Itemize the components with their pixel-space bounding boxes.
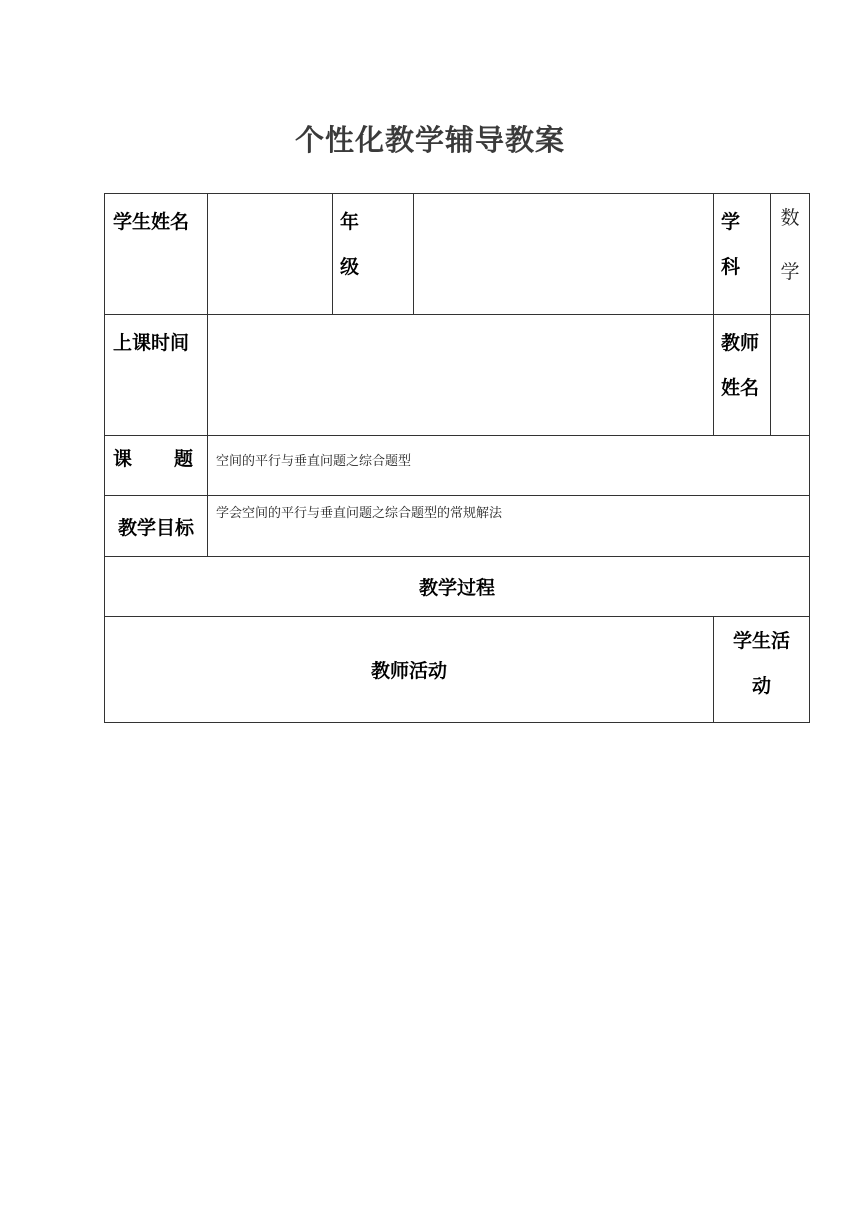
subject-value-line2: 学 — [780, 261, 800, 283]
student-activity-line2: 动 — [751, 675, 771, 697]
grade-cell[interactable] — [414, 194, 714, 315]
student-name-label: 学生姓名 — [105, 194, 208, 315]
row-teaching-goal — [105, 496, 810, 557]
grade-label-line2: 级 — [340, 256, 360, 278]
teacher-name-label — [714, 315, 771, 436]
teacher-activity-label: 教师活动 — [105, 617, 714, 723]
class-time-label: 上课时间 — [105, 315, 208, 436]
topic-label-char1: 课 — [113, 448, 133, 470]
subject-label-line2: 科 — [721, 256, 741, 278]
student-activity-label — [714, 617, 810, 723]
teaching-process-label: 教学过程 — [105, 557, 810, 617]
row-student-info — [105, 194, 810, 315]
teaching-goal-value[interactable]: 学会空间的平行与垂直问题之综合题型的常规解法 — [208, 496, 810, 557]
row-teaching-process — [105, 557, 810, 617]
class-time-cell[interactable] — [208, 315, 714, 436]
student-name-cell[interactable] — [208, 194, 333, 315]
teacher-label-line1: 教师 — [721, 332, 760, 354]
row-class-time — [105, 315, 810, 436]
subject-label — [714, 194, 771, 315]
teacher-label-line2: 姓名 — [721, 377, 760, 399]
grade-label-line1: 年 — [340, 211, 360, 233]
teacher-name-cell[interactable] — [771, 315, 810, 436]
row-activities — [105, 617, 810, 723]
subject-value-line1: 数 — [780, 207, 800, 229]
page-title: 个性化教学辅导教案 — [294, 123, 565, 157]
subject-label-line1: 学 — [721, 211, 741, 233]
lesson-plan-table — [104, 193, 810, 723]
teaching-goal-label: 教学目标 — [105, 496, 208, 557]
row-topic — [105, 436, 810, 496]
subject-value[interactable] — [771, 194, 810, 315]
topic-label — [105, 436, 208, 496]
topic-label-char2: 题 — [173, 448, 193, 470]
grade-label — [333, 194, 414, 315]
student-activity-line1: 学生活 — [732, 630, 790, 652]
topic-value[interactable]: 空间的平行与垂直问题之综合题型 — [208, 436, 810, 496]
